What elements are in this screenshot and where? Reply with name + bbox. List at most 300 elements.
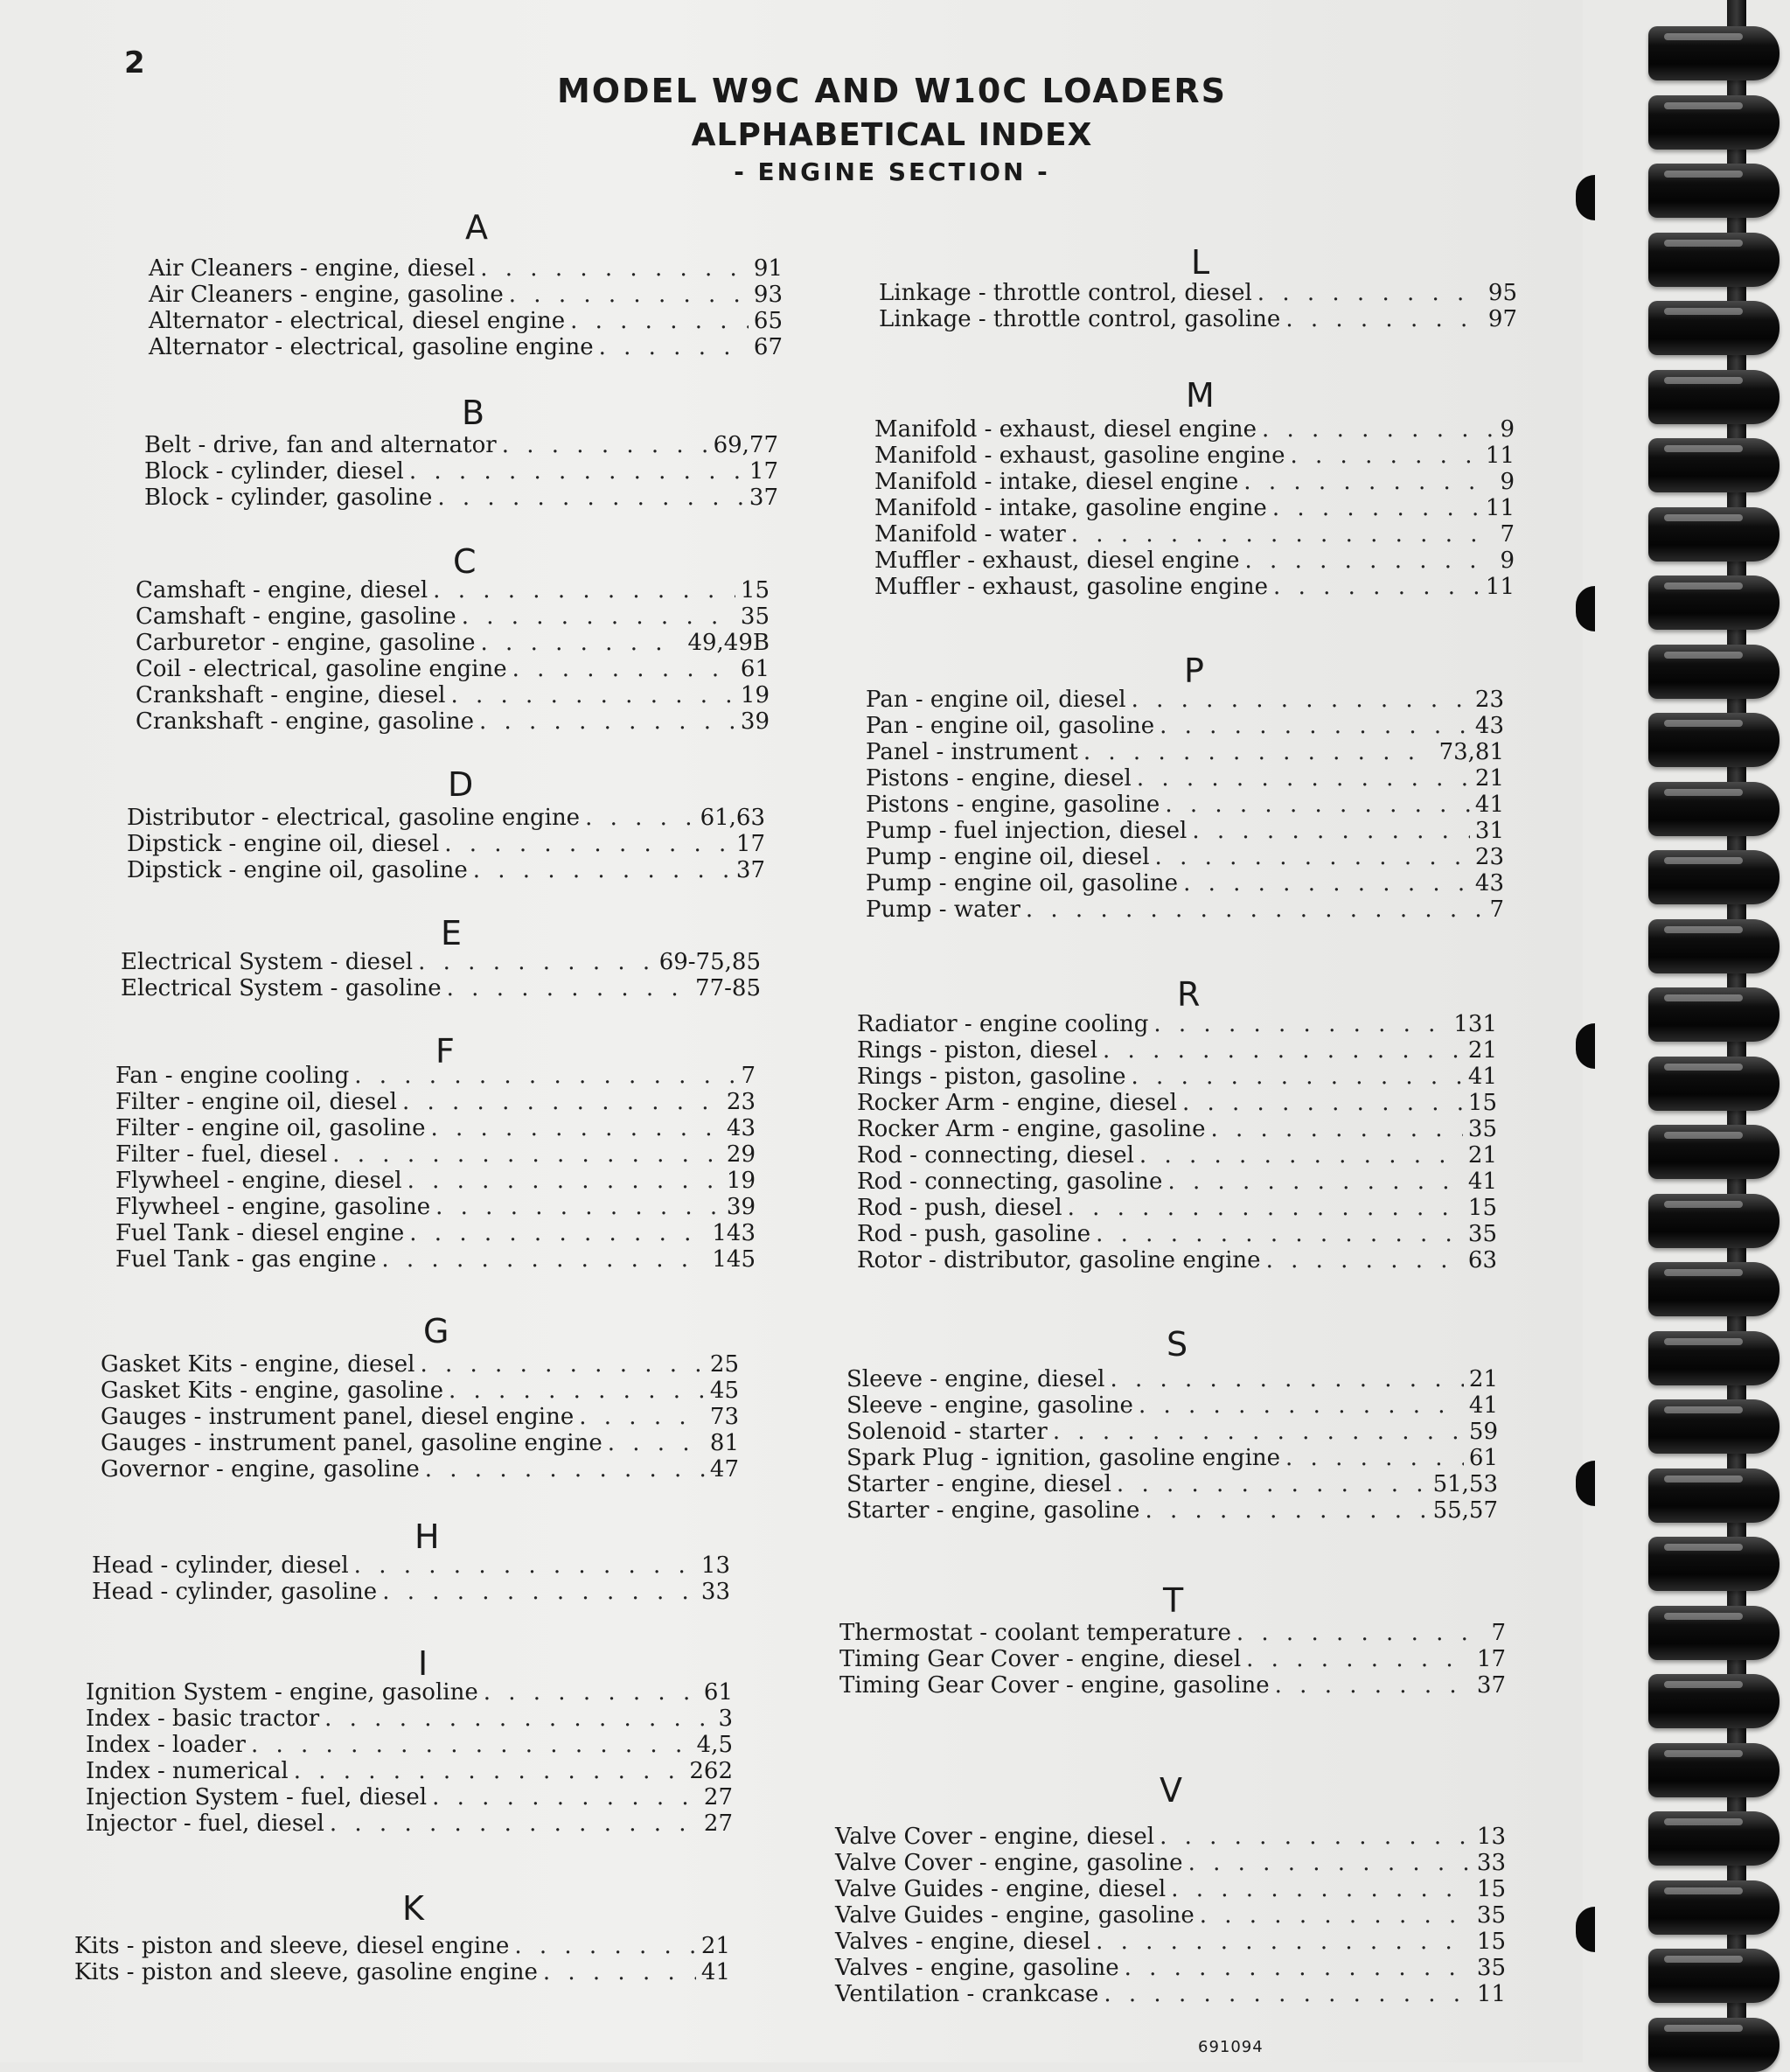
index-entry <box>835 1876 1506 1902</box>
dot-leader <box>437 485 744 511</box>
index-entry <box>866 844 1504 870</box>
index-letter-group <box>874 416 1515 600</box>
index-entry-page: 41 <box>1467 1169 1497 1195</box>
binding-ring <box>1648 987 1780 1042</box>
dot-leader <box>1182 1090 1463 1116</box>
index-entry <box>835 1824 1506 1850</box>
index-entry-label: Starter - engine, diesel <box>846 1471 1111 1497</box>
index-entry <box>86 1679 733 1706</box>
index-letter-group <box>866 687 1504 923</box>
index-entry <box>874 521 1515 548</box>
index-entry-label: Injector - fuel, diesel <box>86 1810 324 1837</box>
index-entry-page: 131 <box>1453 1011 1497 1037</box>
binding-ring <box>1648 1743 1780 1797</box>
index-entry-label: Kits - piston and sleeve, diesel engine <box>74 1933 510 1959</box>
binding-ring <box>1648 1674 1780 1728</box>
index-entry-page: 21 <box>700 1933 730 1959</box>
index-entry-page: 41 <box>1474 792 1504 818</box>
dot-leader <box>1132 1064 1463 1090</box>
index-entry <box>127 805 765 831</box>
index-entry <box>857 1011 1497 1037</box>
dot-leader <box>1053 1419 1464 1445</box>
binding-ring <box>1648 1811 1780 1866</box>
index-entry-label: Dipstick - engine oil, gasoline <box>127 857 468 883</box>
binding-ring <box>1648 576 1780 630</box>
index-entry-label: Spark Plug - ignition, gasoline engine <box>846 1445 1281 1471</box>
index-entry-page: 23 <box>1474 687 1504 713</box>
index-entry <box>115 1063 756 1089</box>
dot-leader <box>1139 1392 1464 1419</box>
dot-leader <box>1068 1195 1463 1221</box>
index-entry <box>846 1392 1498 1419</box>
index-entry-page: 15 <box>1476 1876 1506 1902</box>
binding-ring <box>1648 1606 1780 1660</box>
index-entry-page: 19 <box>726 1168 756 1194</box>
index-entry <box>866 739 1504 765</box>
index-entry-label: Pump - engine oil, gasoline <box>866 870 1179 896</box>
binding-ring <box>1648 713 1780 767</box>
index-entry-page: 35 <box>1476 1902 1506 1929</box>
index-entry <box>839 1672 1506 1699</box>
index-entry-label: Gauges - instrument panel, gasoline engine <box>101 1430 602 1456</box>
binding-ring <box>1648 645 1780 699</box>
dot-leader <box>579 1404 705 1430</box>
index-entry-label: Crankshaft - engine, gasoline <box>136 708 474 735</box>
index-entry <box>86 1706 733 1732</box>
index-entry <box>115 1168 756 1194</box>
dot-leader <box>294 1758 685 1784</box>
binding-ring <box>1648 26 1780 80</box>
index-letter-heading: P <box>1184 652 1204 690</box>
index-entry-label: Distributor - electrical, gasoline engine <box>127 805 581 831</box>
index-entry-label: Camshaft - engine, gasoline <box>136 603 456 630</box>
dot-leader <box>1245 548 1495 574</box>
dot-leader <box>1243 469 1494 495</box>
index-entry-page: 61 <box>1468 1445 1498 1471</box>
index-letter-heading: D <box>448 765 474 804</box>
dot-leader <box>1117 1471 1428 1497</box>
dot-leader <box>449 1378 705 1404</box>
index-entry-label: Pan - engine oil, gasoline <box>866 713 1155 739</box>
dot-leader <box>514 1933 696 1959</box>
index-entry <box>846 1445 1498 1471</box>
index-entry <box>846 1366 1498 1392</box>
dot-leader <box>1110 1366 1463 1392</box>
index-entry-label: Gasket Kits - engine, diesel <box>101 1351 415 1378</box>
index-entry-page: 69-75,85 <box>658 949 761 975</box>
index-entry-page: 29 <box>726 1141 756 1168</box>
index-entry <box>144 432 778 458</box>
index-entry-page: 11 <box>1485 574 1515 600</box>
index-entry-page: 37 <box>749 485 778 511</box>
index-entry <box>846 1471 1498 1497</box>
index-entry <box>136 577 770 603</box>
index-entry <box>92 1552 730 1579</box>
index-entry <box>115 1141 756 1168</box>
index-entry-page: 143 <box>712 1220 756 1246</box>
binding-ring <box>1648 1399 1780 1454</box>
dot-leader <box>1275 1672 1472 1699</box>
index-entry-page: 61 <box>740 656 770 682</box>
index-letter-heading: B <box>462 394 485 432</box>
index-entry-page: 67 <box>753 334 783 360</box>
index-entry-label: Linkage - throttle control, diesel <box>879 280 1252 306</box>
index-entry-label: Panel - instrument <box>866 739 1078 765</box>
index-entry-label: Camshaft - engine, diesel <box>136 577 428 603</box>
dot-leader <box>502 432 708 458</box>
index-entry-page: 37 <box>1476 1672 1506 1699</box>
section-heading: - ENGINE SECTION - <box>734 157 1050 186</box>
index-entry <box>136 603 770 630</box>
index-entry <box>846 1419 1498 1445</box>
index-entry <box>874 574 1515 600</box>
index-entry <box>121 975 761 1001</box>
index-entry <box>86 1758 733 1784</box>
index-entry-page: 91 <box>753 255 783 282</box>
index-letter-heading: I <box>418 1644 428 1683</box>
index-entry-label: Manifold - water <box>874 521 1066 548</box>
index-letter-heading: E <box>441 914 463 952</box>
index-entry-page: 7 <box>741 1063 756 1089</box>
binding-ring <box>1648 1880 1780 1935</box>
index-letter-group <box>839 1620 1506 1699</box>
index-entry <box>879 280 1517 306</box>
binding-ring <box>1648 1331 1780 1385</box>
index-entry-page: 35 <box>1467 1116 1497 1142</box>
index-entry-page: 23 <box>726 1089 756 1115</box>
index-entry <box>101 1456 739 1482</box>
index-entry-label: Rocker Arm - engine, diesel <box>857 1090 1177 1116</box>
index-entry-page: 17 <box>735 831 765 857</box>
index-entry <box>866 896 1504 923</box>
index-entry <box>857 1247 1497 1273</box>
binding-ring <box>1648 301 1780 355</box>
dot-leader <box>382 1579 696 1605</box>
index-entry-page: 15 <box>1467 1195 1497 1221</box>
index-letter-heading: R <box>1177 975 1201 1014</box>
index-entry-page: 7 <box>1489 896 1504 923</box>
index-entry-label: Sleeve - engine, diesel <box>846 1366 1105 1392</box>
index-entry-page: 21 <box>1474 765 1504 792</box>
index-entry-page: 33 <box>700 1579 730 1605</box>
index-entry <box>144 485 778 511</box>
index-entry-page: 39 <box>740 708 770 735</box>
binding-ring <box>1648 850 1780 904</box>
index-entry <box>857 1221 1497 1247</box>
index-entry <box>136 656 770 682</box>
index-entry-label: Pump - fuel injection, diesel <box>866 818 1188 844</box>
index-entry-page: 73 <box>709 1404 739 1430</box>
index-entry-page: 49,49B <box>687 630 770 656</box>
index-entry-page: 37 <box>735 857 765 883</box>
index-entry-page: 7 <box>1500 521 1515 548</box>
dot-leader <box>433 577 735 603</box>
index-entry <box>874 548 1515 574</box>
index-letter-heading: A <box>465 208 488 247</box>
index-entry-label: Valve Guides - engine, gasoline <box>835 1902 1194 1929</box>
index-entry-label: Filter - engine oil, gasoline <box>115 1115 426 1141</box>
index-entry-label: Rings - piston, gasoline <box>857 1064 1126 1090</box>
index-entry-page: 35 <box>1476 1955 1506 1981</box>
index-entry <box>121 949 761 975</box>
dot-leader <box>1083 739 1434 765</box>
index-entry <box>92 1579 730 1605</box>
index-entry-label: Valve Cover - engine, diesel <box>835 1824 1155 1850</box>
index-letter-group <box>121 949 761 1001</box>
index-entry-label: Rod - connecting, gasoline <box>857 1169 1163 1195</box>
index-entry <box>115 1089 756 1115</box>
index-entry <box>101 1378 739 1404</box>
index-entry-label: Valve Cover - engine, gasoline <box>835 1850 1183 1876</box>
index-entry-label: Sleeve - engine, gasoline <box>846 1392 1133 1419</box>
dot-leader <box>1285 306 1483 332</box>
binding-ring <box>1648 164 1780 218</box>
binding-ring <box>1648 233 1780 287</box>
index-entry <box>839 1646 1506 1672</box>
dot-leader <box>444 831 731 857</box>
index-entry-page: 59 <box>1468 1419 1498 1445</box>
index-entry <box>86 1810 733 1837</box>
index-letter-heading: C <box>453 542 477 581</box>
dot-leader <box>435 1194 721 1220</box>
page-number: 2 <box>124 45 145 80</box>
index-entry-page: 69,77 <box>713 432 778 458</box>
index-entry-label: Filter - engine oil, diesel <box>115 1089 397 1115</box>
index-entry <box>866 818 1504 844</box>
index-entry-label: Solenoid - starter <box>846 1419 1048 1445</box>
index-entry-page: 4,5 <box>696 1732 733 1758</box>
dot-leader <box>1132 687 1470 713</box>
index-entry-label: Rod - push, diesel <box>857 1195 1062 1221</box>
index-entry-label: Muffler - exhaust, gasoline engine <box>874 574 1269 600</box>
index-entry-page: 9 <box>1500 416 1515 443</box>
index-entry-label: Block - cylinder, diesel <box>144 458 404 485</box>
index-entry-label: Rotor - distributor, gasoline engine <box>857 1247 1261 1273</box>
dot-leader <box>381 1246 707 1273</box>
index-entry-label: Manifold - exhaust, gasoline engine <box>874 443 1285 469</box>
index-entry-page: 51,53 <box>1432 1471 1498 1497</box>
dot-leader <box>330 1810 699 1837</box>
index-entry-label: Rings - piston, diesel <box>857 1037 1098 1064</box>
index-entry-page: 11 <box>1485 495 1515 521</box>
index-letter-heading: M <box>1186 376 1215 415</box>
dot-leader <box>462 603 735 630</box>
index-entry-label: Governor - engine, gasoline <box>101 1456 420 1482</box>
index-entry <box>866 687 1504 713</box>
index-entry <box>857 1169 1497 1195</box>
index-entry-label: Starter - engine, gasoline <box>846 1497 1140 1524</box>
index-letter-heading: L <box>1191 243 1210 282</box>
index-entry <box>149 255 783 282</box>
index-entry-page: 11 <box>1476 1981 1506 2007</box>
dot-leader <box>1071 521 1495 548</box>
index-entry-page: 55,57 <box>1432 1497 1498 1524</box>
index-entry <box>866 713 1504 739</box>
dot-leader <box>599 334 749 360</box>
index-entry <box>835 1955 1506 1981</box>
index-entry <box>136 630 770 656</box>
index-entry-label: Kits - piston and sleeve, gasoline engine <box>74 1959 538 1985</box>
index-entry <box>149 282 783 308</box>
index-entry-label: Electrical System - diesel <box>121 949 414 975</box>
binding-ring <box>1648 1057 1780 1111</box>
binding-ring <box>1648 1469 1780 1523</box>
index-entry-label: Fuel Tank - diesel engine <box>115 1220 405 1246</box>
dot-leader <box>425 1456 705 1482</box>
index-entry-page: 19 <box>740 682 770 708</box>
index-entry-label: Alternator - electrical, gasoline engine <box>149 334 594 360</box>
index-entry-page: 41 <box>700 1959 730 1985</box>
index-entry <box>115 1220 756 1246</box>
index-entry-page: 13 <box>1476 1824 1506 1850</box>
index-entry-page: 3 <box>718 1706 733 1732</box>
index-entry <box>866 870 1504 896</box>
index-entry-page: 63 <box>1467 1247 1497 1273</box>
index-entry-label: Dipstick - engine oil, diesel <box>127 831 440 857</box>
index-entry-page: 17 <box>749 458 778 485</box>
index-entry-label: Thermostat - coolant temperature <box>839 1620 1231 1646</box>
dot-leader <box>1160 713 1470 739</box>
dot-leader <box>1272 495 1480 521</box>
dot-leader <box>1200 1902 1472 1929</box>
index-entry-label: Pump - engine oil, diesel <box>866 844 1150 870</box>
binding-ring <box>1648 1125 1780 1179</box>
index-entry-label: Flywheel - engine, diesel <box>115 1168 402 1194</box>
index-entry-page: 43 <box>726 1115 756 1141</box>
index-entry-page: 9 <box>1500 548 1515 574</box>
index-letter-heading: H <box>414 1517 440 1556</box>
index-entry-label: Fuel Tank - gas engine <box>115 1246 377 1273</box>
binding-ring <box>1648 95 1780 150</box>
index-letter-group <box>74 1933 730 1985</box>
index-letter-group <box>101 1351 739 1482</box>
index-entry <box>866 792 1504 818</box>
dot-leader <box>1210 1116 1462 1142</box>
index-letter-group <box>136 577 770 735</box>
index-letter-group <box>86 1679 733 1837</box>
dot-leader <box>251 1732 692 1758</box>
index-entry-page: 61,63 <box>700 805 765 831</box>
index-entry-label: Gauges - instrument panel, diesel engine <box>101 1404 575 1430</box>
dot-leader <box>1139 1142 1463 1169</box>
index-entry-page: 33 <box>1476 1850 1506 1876</box>
binding-ring <box>1648 507 1780 562</box>
index-entry-label: Linkage - throttle control, gasoline <box>879 306 1281 332</box>
dot-leader <box>1104 1981 1472 2007</box>
index-entry-label: Head - cylinder, diesel <box>92 1552 349 1579</box>
dot-leader <box>1137 765 1470 792</box>
index-entry-label: Manifold - intake, gasoline engine <box>874 495 1267 521</box>
index-entry-label: Pump - water <box>866 896 1020 923</box>
index-entry-label: Air Cleaners - engine, diesel <box>149 255 476 282</box>
dot-leader <box>1125 1955 1472 1981</box>
binding-ring <box>1648 1262 1780 1316</box>
index-entry-page: 21 <box>1467 1142 1497 1169</box>
index-entry-label: Injection System - fuel, diesel <box>86 1784 428 1810</box>
index-entry-label: Crankshaft - engine, diesel <box>136 682 446 708</box>
index-entry-label: Pistons - engine, diesel <box>866 765 1132 792</box>
index-entry-page: 13 <box>700 1552 730 1579</box>
index-entry-label: Manifold - intake, diesel engine <box>874 469 1239 495</box>
index-entry-page: 35 <box>740 603 770 630</box>
dot-leader <box>1273 574 1480 600</box>
binding-ring <box>1648 438 1780 492</box>
dot-leader <box>1262 416 1494 443</box>
index-entry-page: 93 <box>753 282 783 308</box>
index-entry <box>101 1404 739 1430</box>
dot-leader <box>1160 1824 1472 1850</box>
index-entry-page: 77-85 <box>695 975 761 1001</box>
index-entry <box>835 1929 1506 1955</box>
index-entry <box>835 1902 1506 1929</box>
index-entry-page: 35 <box>1467 1221 1497 1247</box>
dot-leader <box>1103 1037 1463 1064</box>
index-entry <box>136 708 770 735</box>
spiral-binding <box>1565 0 1790 2062</box>
index-entry-page: 9 <box>1500 469 1515 495</box>
index-entry-label: Carburetor - engine, gasoline <box>136 630 476 656</box>
index-entry <box>835 1981 1506 2007</box>
index-entry-label: Index - loader <box>86 1732 246 1758</box>
index-entry <box>857 1116 1497 1142</box>
index-entry <box>136 682 770 708</box>
dot-leader <box>409 458 744 485</box>
index-entry-page: 15 <box>1467 1090 1497 1116</box>
index-entry-label: Electrical System - gasoline <box>121 975 442 1001</box>
index-entry-label: Timing Gear Cover - engine, diesel <box>839 1646 1242 1672</box>
index-entry-label: Fan - engine cooling <box>115 1063 350 1089</box>
index-entry <box>835 1850 1506 1876</box>
punch-hole <box>1576 175 1595 220</box>
index-entry <box>115 1194 756 1220</box>
dot-leader <box>418 949 654 975</box>
document-code: 691094 <box>1198 2038 1264 2056</box>
index-entry <box>127 857 765 883</box>
dot-leader <box>1153 1011 1448 1037</box>
index-entry-label: Ignition System - engine, gasoline <box>86 1679 478 1706</box>
index-entry-page: 73,81 <box>1438 739 1504 765</box>
index-entry <box>115 1246 756 1273</box>
index-entry-label: Rod - push, gasoline <box>857 1221 1091 1247</box>
dot-leader <box>1167 1169 1462 1195</box>
index-entry-label: Flywheel - engine, gasoline <box>115 1194 431 1220</box>
index-entry-page: 17 <box>1476 1646 1506 1672</box>
index-entry-page: 43 <box>1474 870 1504 896</box>
index-entry-page: 47 <box>709 1456 739 1482</box>
index-entry <box>144 458 778 485</box>
punch-hole <box>1576 1023 1595 1069</box>
index-letter-group <box>144 432 778 511</box>
index-entry-label: Air Cleaners - engine, gasoline <box>149 282 504 308</box>
binding-ring <box>1648 370 1780 424</box>
dot-leader <box>407 1168 721 1194</box>
dot-leader <box>332 1141 721 1168</box>
index-entry <box>74 1933 730 1959</box>
dot-leader <box>1257 280 1483 306</box>
index-entry-page: 41 <box>1467 1064 1497 1090</box>
index-entry-page: 11 <box>1485 443 1515 469</box>
dot-leader <box>1192 818 1470 844</box>
index-entry <box>74 1959 730 1985</box>
dot-leader <box>481 630 683 656</box>
index-entry <box>874 443 1515 469</box>
index-entry <box>846 1497 1498 1524</box>
dot-leader <box>484 1679 699 1706</box>
index-entry-label: Ventilation - crankcase <box>835 1981 1099 2007</box>
index-entry-page: 31 <box>1474 818 1504 844</box>
index-letter-group <box>92 1552 730 1605</box>
dot-leader <box>1026 896 1485 923</box>
